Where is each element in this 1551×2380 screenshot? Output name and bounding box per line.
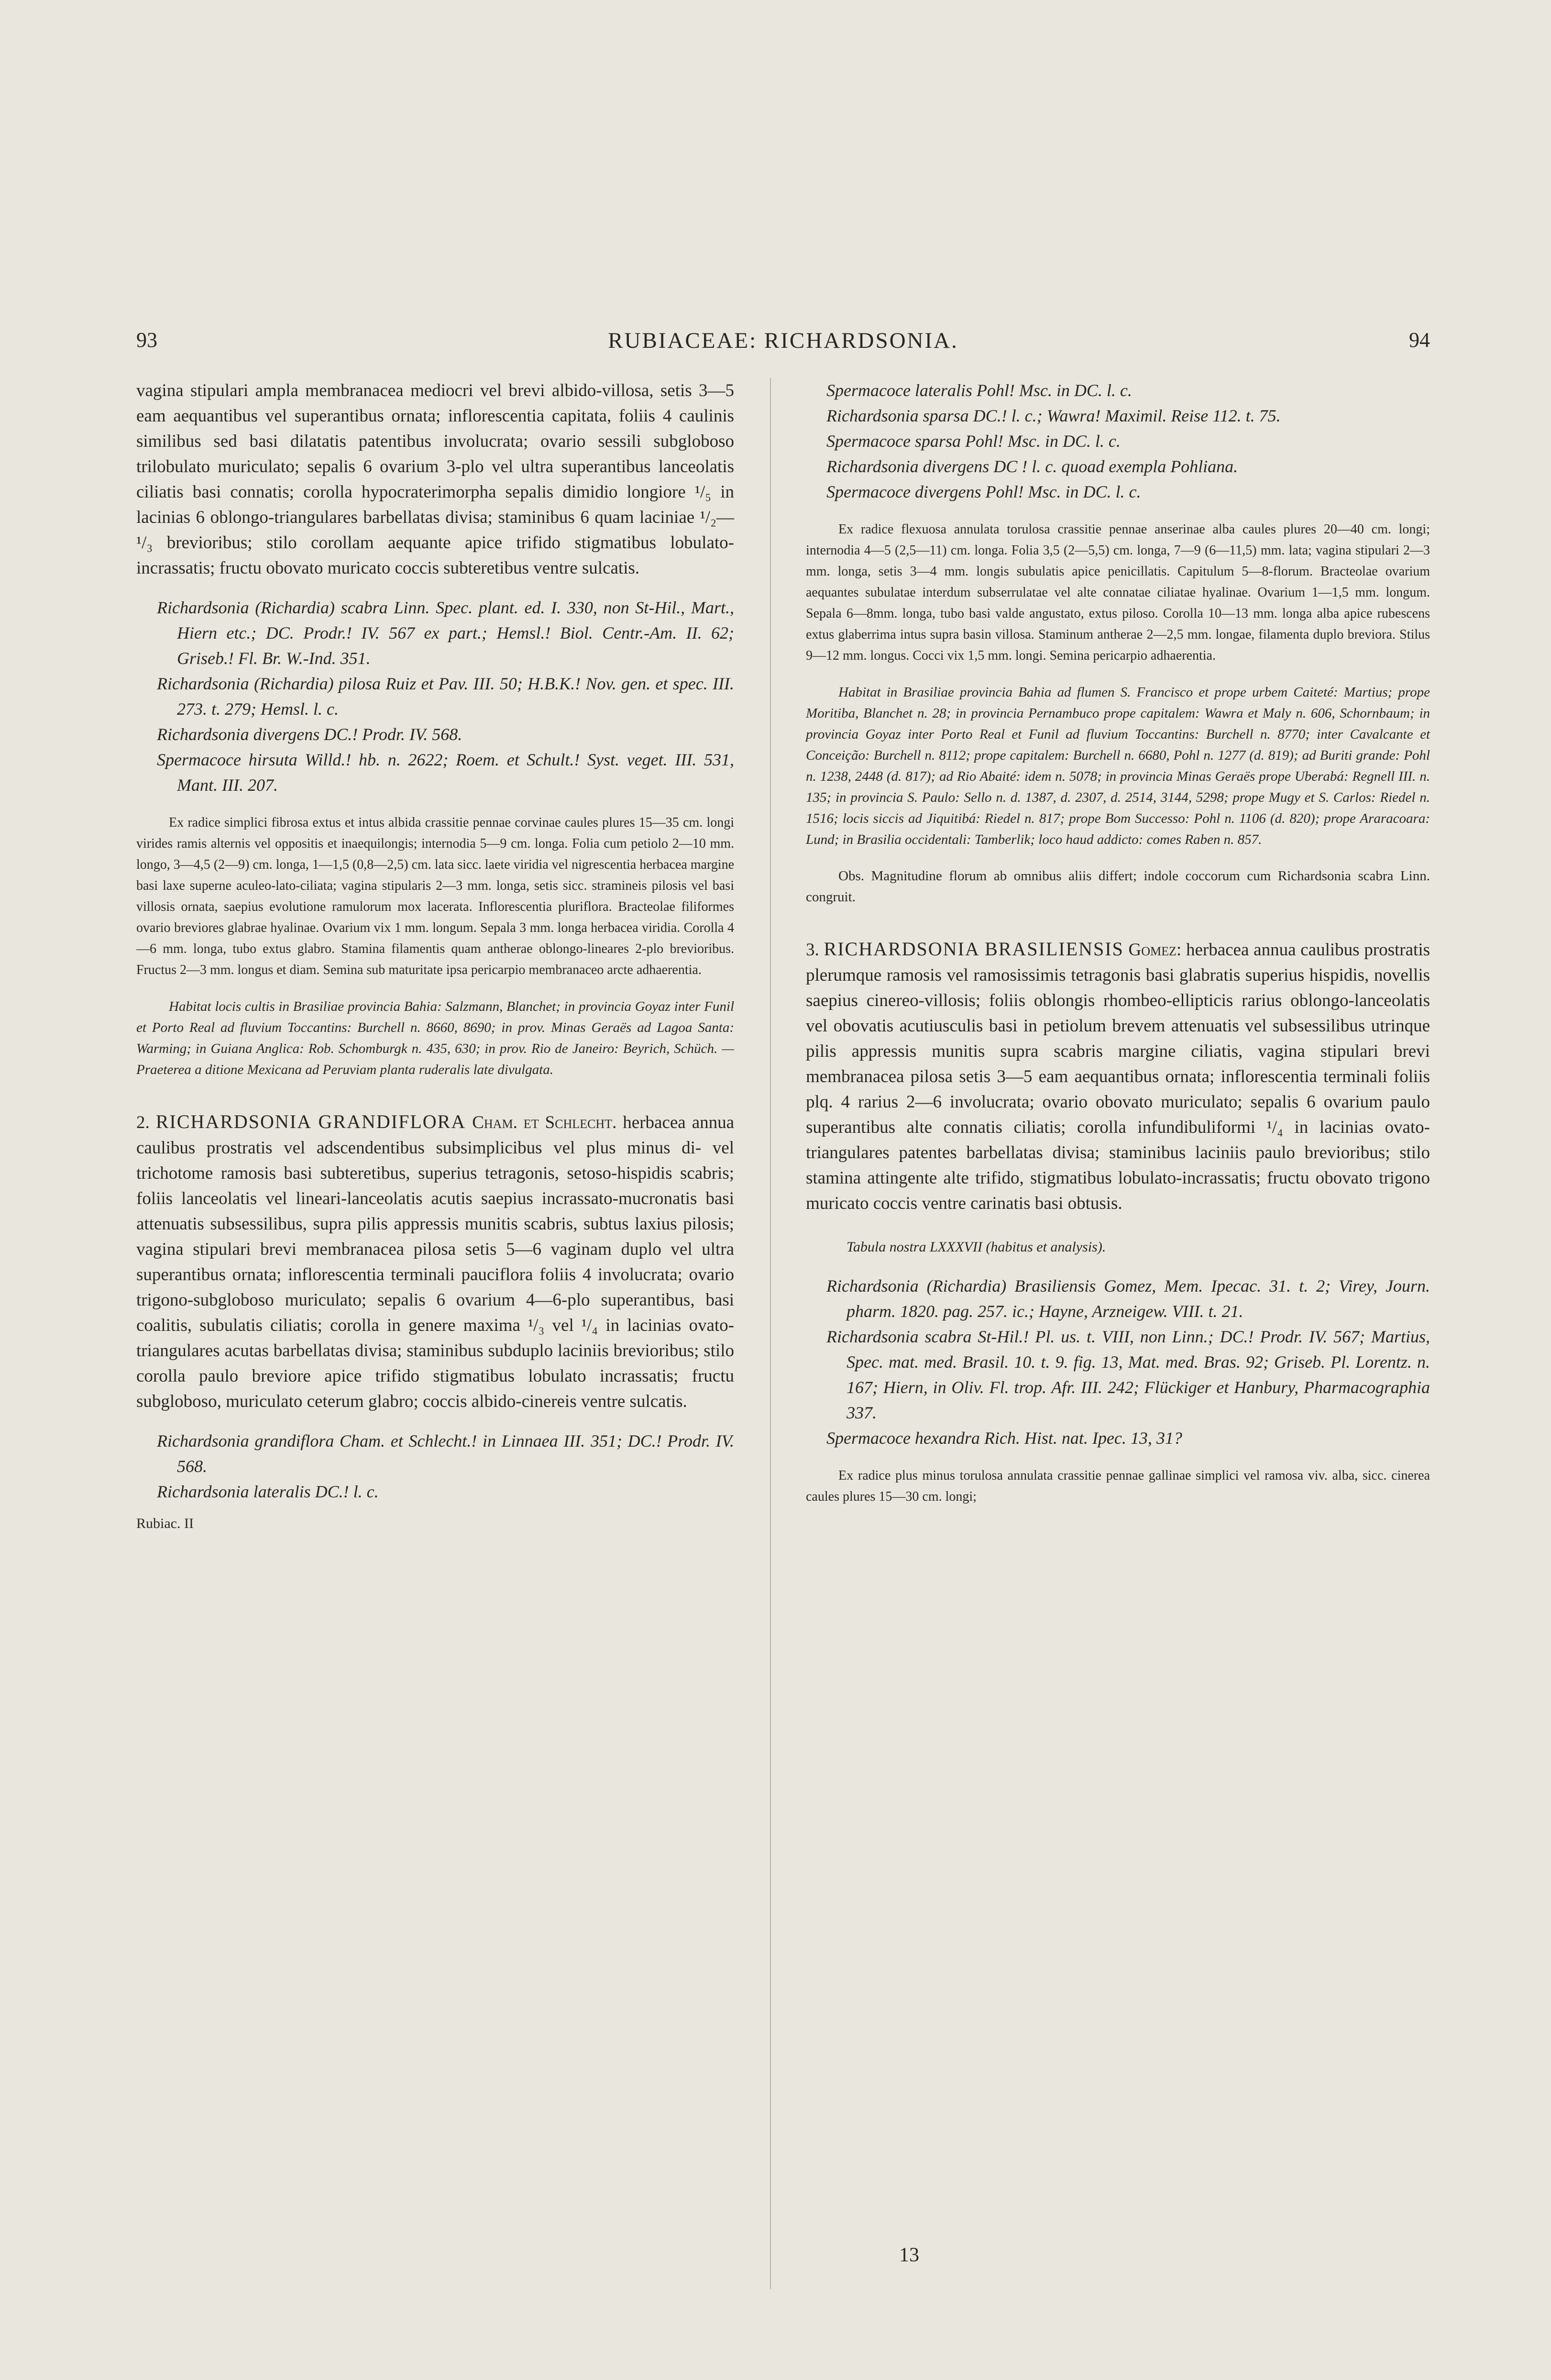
synonym-citation: Richardsonia (Richardia) pilosa Ruiz et Pav. III. 50; H.B.K.! Nov. gen. et spec. III. 273. t. 279; Hemsl. l. c. bbox=[157, 674, 734, 719]
detailed-description: Ex radice plus minus torulosa annulata crassitie pennae gallinae simplici vel ramosa viv. alba, sicc. cinerea caules plures 15—30 cm. longi; bbox=[806, 1468, 1430, 1504]
species-number: 2. bbox=[136, 1113, 150, 1132]
synonym-citation: Spermacoce hexandra Rich. Hist. nat. Ipec. 13, 31? bbox=[826, 1428, 1182, 1448]
species-author: Cham. et Schlecht. bbox=[472, 1113, 617, 1132]
synonym-citation: Spermacoce divergens Pohl! Msc. in DC. l. c. bbox=[826, 482, 1141, 501]
synonym-citation: Spermacoce sparsa Pohl! Msc. in DC. l. c. bbox=[826, 432, 1121, 451]
species-entry bbox=[136, 1109, 734, 1414]
synonym-citation: Richardsonia (Richardia) scabra Linn. Spec. plant. ed. I. 330, non St-Hil., Mart., Hiern etc.; DC. Prodr.! IV. 567 ex part.; Hemsl.! Biol. Centr.-Am. II. 62; Griseb.! Fl. Br. W.-Ind. 351. bbox=[157, 598, 734, 668]
plate-reference: Tabula nostra LXXXVII (habitus et analysis). bbox=[847, 1239, 1106, 1255]
signature-mark: Rubiac. II bbox=[136, 1516, 194, 1531]
page-header bbox=[136, 328, 1430, 361]
species-name: RICHARDSONIA BRASILIENSIS bbox=[824, 938, 1124, 960]
synonymy-list bbox=[806, 1273, 1430, 1451]
detailed-description: Ex radice flexuosa annulata torulosa crassitie pennae anserinae alba caules plures 20—40 cm. longi; internodia 4—5 (2,5—11) cm. longa. Folia 3,5 (2—5,5) cm. longa, 7—9 (6—11,5) mm. lata; vagina stipulari 2—3 mm. longa, setis 3—4 mm. longis subulatis apice penicillatis. Capitulum 5—8-florum. Bracteolae ovarium aequantes subulatae interdum subserrulatae vel alte connatae ciliatae hyalinae. Ovarium 1—1,5 mm. longum. Sepala 6—8mm. longa, tubo basi valde angustato, extus piloso. Corolla 10—13 mm. longa alba apice rubescens extus glaberrima intus supra basin villosa. Staminum antherae 2—2,5 mm. longae, filamenta duplo breviora. Stilus 9—12 mm. longus. Cocci vix 1,5 mm. longi. Semina pericarpio adhaerentia. bbox=[806, 522, 1430, 663]
signature-number: 13 bbox=[899, 2244, 919, 2266]
detailed-description: Ex radice simplici fibrosa extus et intus albida crassitie pennae corvinae caules plures 15—35 cm. longi virides ramis alternis vel oppositis et inaequilongis; internodia 5—9 cm. longa. Folia cum petiolo 2—10 mm. longo, 3—4,5 (2—9) cm. longa, 1—1,5 (0,8—2,5) cm. lata sicc. laete viridia vel nigrescentia herbacea margine basi laxe superne aculeo-lato-ciliata; vagina stipularis 2—3 mm. longa, setis sicc. stramineis pilosis vel basi villosis ornata, saepius evolutione ramulorum mox lacerata. Inflorescentia pluriflora. Bracteolae filiformes ovario breviores glabrae hyalinae. Ovarium vix 1 mm. longum. Sepala 3 mm. longa herbacea viridia. Corolla 4—6 mm. longa, tubo extus glabro. Stamina filamentis quam antherae oblongo-lineares 2-plo brevioribus. Fructus 2—3 mm. longus et diam. Semina sub maturitate ipsa pericarpio membranaceo arcte adhaerentia. bbox=[136, 815, 734, 977]
species-number: 3. bbox=[806, 940, 819, 960]
synonym-citation: Spermacoce lateralis Pohl! Msc. in DC. l. c. bbox=[826, 381, 1132, 400]
species-diagnosis: herbacea annua caulibus prostratis vel adscendentibus subsimplicibus vel plus minus di- vel trichotome ramosis basi subteretibus, superius tetragonis, setoso-hispidis scabris; foliis lanceolatis vel lineari-lanceolatis acutis saepius incrassato-mucronatis basi attenuatis subsessilibus, supra pilis appressis munitis scabris, subtus laxius pilosis; vagina stipulari brevi membranacea pilosa setis 5—6 vaginam duplo vel ultra superantibus ornata; inflorescentia terminali pauciflora foliis 4 involucrata; ovario trigono-subgloboso muriculato; sepalis 6 ovarium 4—6-plo superantibus, basi coalitis, subulatis ciliatis; corolla in genere maxima ¹/₃ vel ¹/₄ in lacinias ovato-triangulares acutas barbellatas divisa; staminibus subduplo laciniis brevioribus; stilo corolla paulo breviore apice trifido stigmatibus lobulato incrassatis; fructu subgloboso, muriculato ceterum glabro; coccis albido-cinereis ventre sulcatis. bbox=[136, 1113, 735, 1411]
synonym-citation: Richardsonia lateralis DC.! l. c. bbox=[157, 1482, 379, 1501]
running-title: RUBIACEAE: RICHARDSONIA. bbox=[608, 328, 958, 353]
synonymy-list bbox=[806, 378, 1430, 505]
synonym-citation: Spermacoce hirsuta Willd.! hb. n. 2622; Roem. et Schult.! Syst. veget. III. 531, Mant. III. 207. bbox=[157, 750, 734, 795]
synonym-citation: Richardsonia divergens DC.! Prodr. IV. 568. bbox=[157, 725, 462, 744]
species-entry bbox=[806, 936, 1430, 1216]
synonym-citation: Richardsonia divergens DC ! l. c. quoad exempla Pohliana. bbox=[826, 457, 1238, 476]
species-diagnosis: : herbacea annua caulibus prostratis plerumque ramosis vel ramosissimis tetragonis basi glabratis superius hispidis, novellis saepius cinereo-villosis; foliis oblongis rhombeo-ellipticis rarius oblongo-lanceolatis vel obovatis acutiusculis basi in petiolum brevem attenuatis vel subsessilibus utrinque pilis appressis munitis supra scabris margine ciliatis, vagina stipulari brevi membranacea pilosa setis 3—5 eam aequantibus ornata; inflorescentia terminali foliis plq. 4 rarius 2—6 involucrata; ovario obovato muriculato; sepalis 6 ovarium paulo superantibus alte connatis ciliatis; corolla infundibuliformi ¹/₄ in lacinias ovato-triangulares patentes barbellatas divisa; staminibus laciniis paulo brevioribus; stilo stamina attingente alte trifido, stigmatibus lobulato-incrassatis; fructu obovato trigono muricato coccis ventre carinatis basi obtusis. bbox=[806, 940, 1430, 1213]
species-description-continued: vagina stipulari ampla membranacea mediocri vel brevi albido-villosa, setis 3—5 eam aequantibus vel superantibus ornata; inflorescentia capitata, foliis 4 caulinis similibus sed basi dilatatis patentibus involucrata; ovario sessili subgloboso trilobulato muriculato; sepalis 6 ovarium 3-plo vel ultra superantibus lanceolatis ciliatis basi connatis; corolla hypocraterimorpha sepalis dimidio longiore ¹/₅ in lacinias 6 oblongo-triangulares barbellatas divisa; staminibus 6 quam laciniae ¹/₂—¹/₃ brevioribus; stilo corollam aequante apice trifido stigmatibus lobulato-incrassatis; fructu obovato muricato coccis subteretibus ventre sulcatis. bbox=[136, 381, 734, 578]
page-number-left: 93 bbox=[136, 328, 157, 352]
observation-note: Obs. Magnitudine florum ab omnibus aliis differt; indole coccorum cum Richardsonia scabra Linn. congruit. bbox=[806, 868, 1430, 905]
right-column bbox=[806, 378, 1430, 1507]
synonym-citation: Richardsonia grandiflora Cham. et Schlecht.! in Linnaea III. 351; DC.! Prodr. IV. 568. bbox=[157, 1431, 734, 1476]
species-name: RICHARDSONIA GRANDIFLORA bbox=[155, 1111, 466, 1132]
column-divider bbox=[770, 378, 771, 2289]
species-author: Gomez bbox=[1128, 940, 1177, 960]
synonymy-list bbox=[136, 1428, 734, 1505]
synonym-citation: Richardsonia scabra St-Hil.! Pl. us. t. VIII, non Linn.; DC.! Prodr. IV. 567; Martius, Spec. mat. med. Brasil. 10. t. 9. fig. 13, Mat. med. Bras. 92; Griseb. Pl. Lorentz. n. 167; Hiern, in Oliv. Fl. trop. Afr. III. 242; Flückiger et Hanbury, Pharmacographia 337. bbox=[826, 1327, 1430, 1422]
synonymy-list bbox=[136, 595, 734, 798]
habitat-paragraph: Habitat in Brasiliae provincia Bahia ad flumen S. Francisco et prope urbem Caiteté: Martius; prope Moritiba, Blanchet n. 28; in provincia Pernambuco prope capitalem: Wawra et Maly n. 606, Schornbaum; in provincia Goyaz inter Porto Real et Funil ad fluvium Toccantins: Burchell n. 8770; inter Cavalcante et Conceição: Burchell n. 8112; prope capitalem: Burchell n. 6680, Pohl n. 1277 (d. 819); ad Buriti grande: Pohl n. 1238, 2448 (d. 817); ad Rio Abaité: idem n. 5078; in provincia Minas Geraës prope Uberabá: Regnell III. n. 135; in provincia S. Paulo: Sello n. d. 1387, d. 2307, d. 2514, 3144, 5298; prope Mugy et S. Carlos: Riedel n. 1516; locis siccis ad Jiquitibá: Riedel n. 817; prope Bom Successo: Pohl n. 1106 (d. 820); prope Araracoara: Lund; in Brasilia occidentali: Tamberlik; loco haud addicto: comes Raben n. 857. bbox=[806, 685, 1430, 847]
left-column bbox=[136, 378, 734, 1534]
habitat-paragraph: Habitat locis cultis in Brasiliae provincia Bahia: Salzmann, Blanchet; in provincia Goyaz inter Funil et Porto Real ad fluvium Toccantins: Burchell n. 8660, 8690; in prov. Minas Geraës ad Lagoa Santa: Warming; in Guiana Anglica: Rob. Schomburgk n. 435, 630; in prov. Rio de Janeiro: Beyrich, Schüch. — Praeterea a ditione Mexicana ad Peruviam planta ruderalis late divulgata. bbox=[136, 999, 734, 1077]
synonym-citation: Richardsonia (Richardia) Brasiliensis Gomez, Mem. Ipecac. 31. t. 2; Virey, Journ. pharm. 1820. pag. 257. ic.; Hayne, Arzneigew. VIII. t. 21. bbox=[826, 1276, 1430, 1321]
synonym-citation: Richardsonia sparsa DC.! l. c.; Wawra! Maximil. Reise 112. t. 75. bbox=[826, 406, 1281, 425]
page-number-right: 94 bbox=[1409, 328, 1430, 352]
